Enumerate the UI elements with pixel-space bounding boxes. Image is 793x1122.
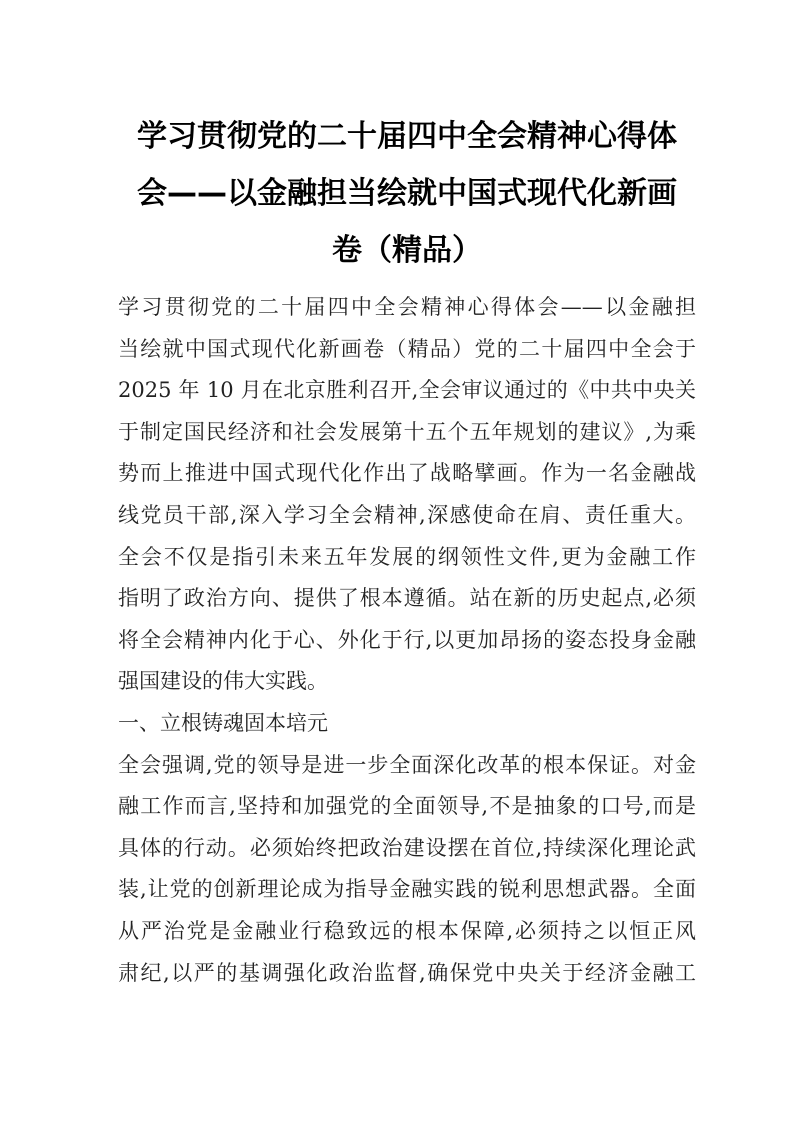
body-text-line: 学习贯彻党的二十届四中全会精神心得体会——以金融担 bbox=[118, 295, 696, 319]
body-text-line: 全会强调,党的领导是进一步全面深化改革的根本保证。对金 bbox=[118, 752, 696, 777]
document-body bbox=[118, 287, 696, 994]
body-text-line: 势而上推进中国式现代化作出了战略擘画。作为一名金融战 bbox=[118, 461, 696, 486]
section-heading: 一、立根铸魂固本培元 bbox=[118, 710, 328, 735]
paragraph-end-line: 强国建设的伟大实践。 bbox=[118, 669, 328, 694]
document-content bbox=[118, 108, 696, 994]
body-text-line: 将全会精神内化于心、外化于行,以更加昂扬的姿态投身金融 bbox=[118, 627, 696, 652]
title-line-1: 学习贯彻党的二十届四中全会精神心得体 bbox=[137, 119, 677, 154]
body-text-line: 当绘就中国式现代化新画卷（精品）党的二十届四中全会于 bbox=[118, 336, 696, 361]
title-line-2: 会——以金融担当绘就中国式现代化新画 bbox=[137, 176, 677, 211]
body-text-line: 具体的行动。必须始终把政治建设摆在首位,持续深化理论武 bbox=[118, 835, 696, 860]
title-line-3: 卷（精品） bbox=[332, 233, 482, 268]
body-text-line: 于制定国民经济和社会发展第十五个五年规划的建议》,为乘 bbox=[118, 419, 696, 444]
document-title bbox=[118, 108, 696, 279]
body-text-line: 装,让党的创新理论成为指导金融实践的锐利思想武器。全面 bbox=[118, 877, 696, 902]
body-text-line: 指明了政治方向、提供了根本遵循。站在新的历史起点,必须 bbox=[118, 586, 696, 611]
body-text-line: 从严治党是金融业行稳致远的根本保障,必须持之以恒正风 bbox=[118, 918, 696, 943]
body-text-line: 2025 年 10 月在北京胜利召开,全会审议通过的《中共中央关 bbox=[118, 378, 696, 403]
body-text-line: 线党员干部,深入学习全会精神,深感使命在肩、责任重大。 bbox=[118, 502, 696, 527]
body-text-line-cutoff: 肃纪,以严的基调强化政治监督,确保党中央关于经济金融工 bbox=[118, 960, 696, 985]
body-text-line: 全会不仅是指引未来五年发展的纲领性文件,更为金融工作 bbox=[118, 544, 696, 569]
body-text-line: 融工作而言,坚持和加强党的全面领导,不是抽象的口号,而是 bbox=[118, 794, 696, 819]
